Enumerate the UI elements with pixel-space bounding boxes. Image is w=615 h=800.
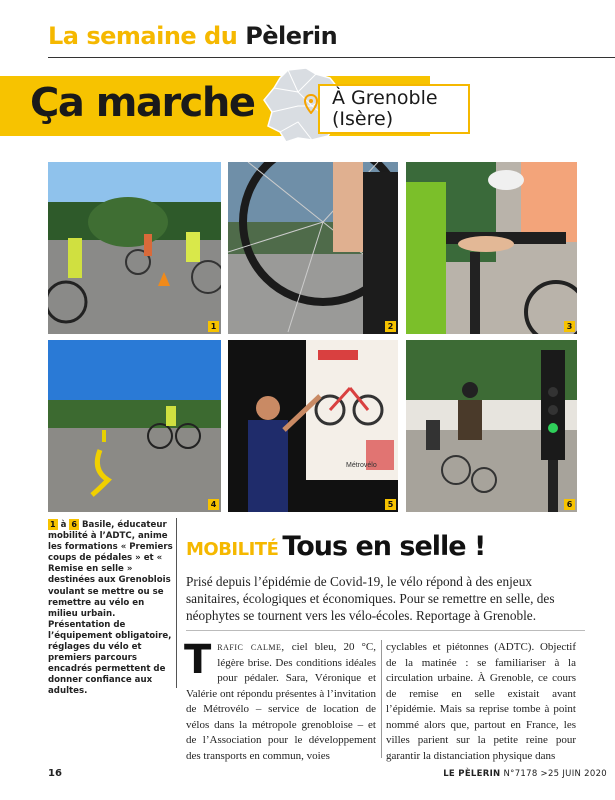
location-box: [318, 84, 470, 134]
page-number: 16: [48, 768, 62, 779]
standfirst-rule: [186, 630, 585, 631]
photo-number-3: 3: [564, 321, 575, 332]
section-header: [48, 22, 337, 50]
rubric-title: Ça marche: [30, 80, 255, 126]
photo-number-2: 2: [385, 321, 396, 332]
body-column-2: [386, 640, 576, 764]
body-text-1: ciel bleu, 20 °C, légère brise. Des conditions idéales pour pédaler. Sara, Véronique et Valérie ont répondu présentes à l’invitation de Métrovélo – service de location de vélos dans la métropole grenobloise – et de l’Association pour le développement des transports en commun, voies: [186, 641, 377, 762]
photo-number-1: 1: [208, 321, 219, 332]
issue-info: N°7178 >25 JUIN 2020: [503, 769, 607, 779]
photo-number-5: 5: [385, 499, 396, 510]
caption-badge-end: 6: [71, 520, 77, 529]
article-kicker: MOBILITÉ: [186, 539, 279, 560]
section-title-part1: La semaine du: [48, 22, 238, 50]
drop-cap: T: [184, 637, 212, 683]
photo-6: [406, 340, 577, 512]
header-rule: [48, 57, 615, 58]
caption-text: Basile, éducateur mobilité à l’ADTC, anime les formations « Premiers coups de pédales » et « Remise en selle » destinées aux Grenoblois voulant se mettre ou se remettre au vélo en milieu urbain. Présentation de l’équipement obligatoire, réglages du vélo et premiers parcours encadrés permettent de donner confiance aux adultes.: [48, 520, 173, 697]
lead-in: rafic calme,: [217, 641, 285, 653]
photo-4: [48, 340, 221, 512]
caption-badge-start: 1: [50, 520, 56, 529]
region-name: (Isère): [332, 108, 394, 130]
photo-2: [228, 162, 398, 334]
footer-issue: [443, 769, 607, 779]
photo-5: [228, 340, 398, 512]
article-headline: Tous en selle !: [282, 531, 486, 562]
body-text-2: cyclables et piétonnes (ADTC). Objectif de la matinée : se familiariser à la circulation urbaine. À Grenoble, ce cours de remise en selle existait avant l’épidémie. Mais sa reprise tombe à point nommé alors que, partout en France, les villes parient sur la petite reine pour garantir la distanciation physique dans: [386, 641, 576, 762]
article-standfirst: Prisé depuis l’épidémie de Covid-19, le vélo répond à des enjeux sanitaires, écologiques et économiques. Pour se remettre en selle, des néophytes se tournent vers les vélo-écoles. Reportage à Grenoble.: [186, 574, 555, 623]
photo-number-6: 6: [564, 499, 575, 510]
photo-number-4: 4: [208, 499, 219, 510]
poster-caption: Métrovélo: [346, 462, 377, 469]
body-column-1: [184, 637, 377, 764]
city-name: À Grenoble: [332, 87, 438, 109]
headline-line: [186, 531, 485, 562]
photo-caption: [48, 519, 176, 698]
column-divider: [381, 640, 382, 758]
magazine-name: LE PÈLERIN: [443, 769, 501, 779]
location-pin-icon: [304, 94, 318, 114]
section-title-part2: Pèlerin: [245, 22, 338, 50]
photo-1: [48, 162, 221, 334]
photo-3: [406, 162, 577, 334]
caption-divider: [176, 518, 177, 688]
caption-connector: à: [60, 520, 67, 530]
